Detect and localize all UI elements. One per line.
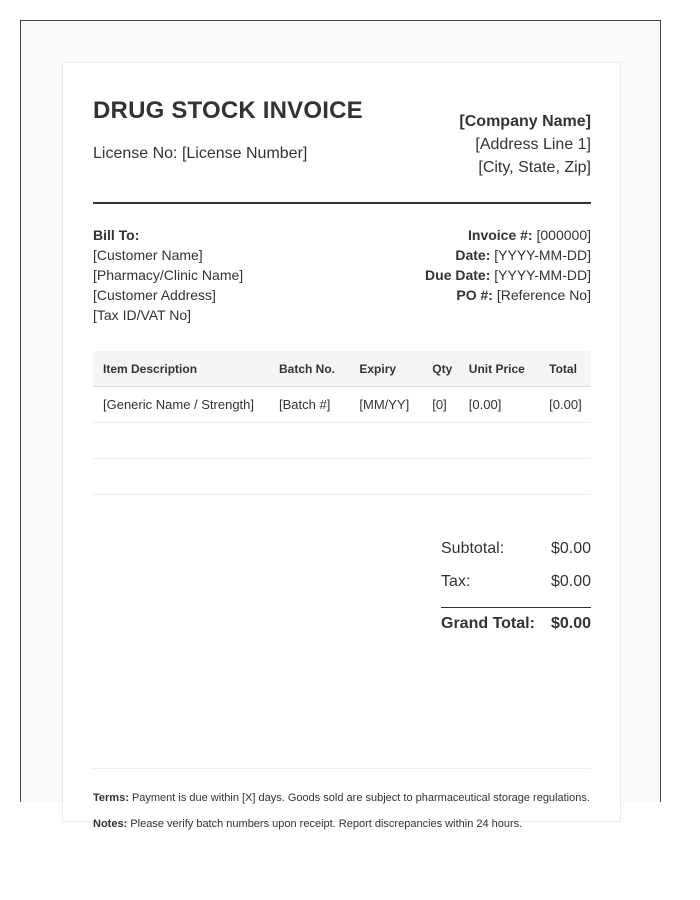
tax-label: Tax: (441, 573, 471, 590)
totals-block (441, 536, 591, 644)
subtotal-row (441, 536, 591, 569)
col-unit-price: Unit Price (459, 351, 539, 387)
cell-batch-no (269, 459, 349, 495)
due-date-value: [YYYY-MM-DD] (494, 267, 591, 283)
date-line (425, 245, 591, 265)
terms-label: Terms: (93, 792, 129, 804)
cell-total (539, 459, 591, 495)
grand-total-value: $0.00 (550, 615, 591, 632)
cell-unit-price: [0.00] (459, 387, 539, 423)
cell-unit-price (459, 423, 539, 459)
terms-line (93, 791, 591, 805)
cell-total (539, 423, 591, 459)
subtotal-value: $0.00 (550, 540, 591, 557)
cell-unit-price (459, 459, 539, 495)
cell-expiry (349, 459, 422, 495)
date-value: [YYYY-MM-DD] (494, 247, 591, 263)
pharmacy-clinic-name: [Pharmacy/Clinic Name] (93, 267, 244, 283)
cell-item-description (93, 423, 269, 459)
po-label: PO #: (456, 287, 493, 303)
company-city-state-zip: [City, State, Zip] (478, 159, 591, 176)
cell-total: [0.00] (539, 387, 591, 423)
cell-expiry: [MM/YY] (349, 387, 422, 423)
header-divider (93, 202, 591, 204)
col-item-description: Item Description (93, 351, 269, 387)
company-name: [Company Name] (459, 113, 591, 130)
tax-value: $0.00 (550, 573, 591, 590)
invoice-number-value: [000000] (536, 227, 591, 243)
invoice-header (93, 93, 591, 203)
col-qty: Qty (422, 351, 459, 387)
invoice-number-label: Invoice #: (468, 227, 533, 243)
po-line (425, 285, 591, 305)
notes-line (93, 817, 591, 831)
table-row (93, 423, 591, 459)
cell-qty (422, 423, 459, 459)
customer-name: [Customer Name] (93, 247, 203, 263)
po-value: [Reference No] (496, 287, 591, 303)
bill-to-label: Bill To: (93, 227, 140, 243)
due-date-label: Due Date: (425, 267, 491, 283)
bill-to-block (93, 225, 243, 325)
col-total: Total (539, 351, 591, 387)
document-frame (20, 20, 661, 830)
customer-address: [Customer Address] (93, 287, 216, 303)
notes-text: Please verify batch numbers upon receipt. Report discrepancies within 24 hours. (130, 818, 523, 830)
cell-expiry (349, 423, 422, 459)
items-table (93, 351, 591, 495)
cell-qty: [0] (422, 387, 459, 423)
company-address: [Address Line 1] (475, 136, 591, 153)
terms-text: Payment is due within [X] days. Goods sold are subject to pharmaceutical storage regulations. (131, 792, 590, 804)
cell-item-description: [Generic Name / Strength] (93, 387, 269, 423)
license-value: [License Number] (181, 145, 308, 162)
cell-qty (422, 459, 459, 495)
subtotal-label: Subtotal: (441, 540, 505, 557)
grand-total-row (441, 607, 591, 644)
cell-batch-no: [Batch #] (269, 387, 349, 423)
table-row (93, 387, 591, 423)
tax-row (441, 569, 591, 602)
date-label: Date: (455, 247, 491, 263)
invoice-page (62, 62, 621, 830)
col-batch-no: Batch No. (269, 351, 349, 387)
tax-id: [Tax ID/VAT No] (93, 307, 192, 323)
invoice-content (93, 93, 591, 830)
license-label: License No: (93, 145, 178, 162)
invoice-meta-block (425, 225, 591, 305)
notes-label: Notes: (93, 818, 128, 830)
license-line (93, 145, 307, 163)
invoice-number-line (425, 225, 591, 245)
table-header-row (93, 351, 591, 387)
invoice-title: DRUG STOCK INVOICE (93, 97, 363, 124)
col-expiry: Expiry (349, 351, 422, 387)
company-block (459, 110, 591, 179)
due-date-line (425, 265, 591, 285)
cell-item-description (93, 459, 269, 495)
invoice-footer (93, 768, 591, 843)
grand-total-label: Grand Total: (441, 615, 535, 632)
table-row (93, 459, 591, 495)
cell-batch-no (269, 423, 349, 459)
